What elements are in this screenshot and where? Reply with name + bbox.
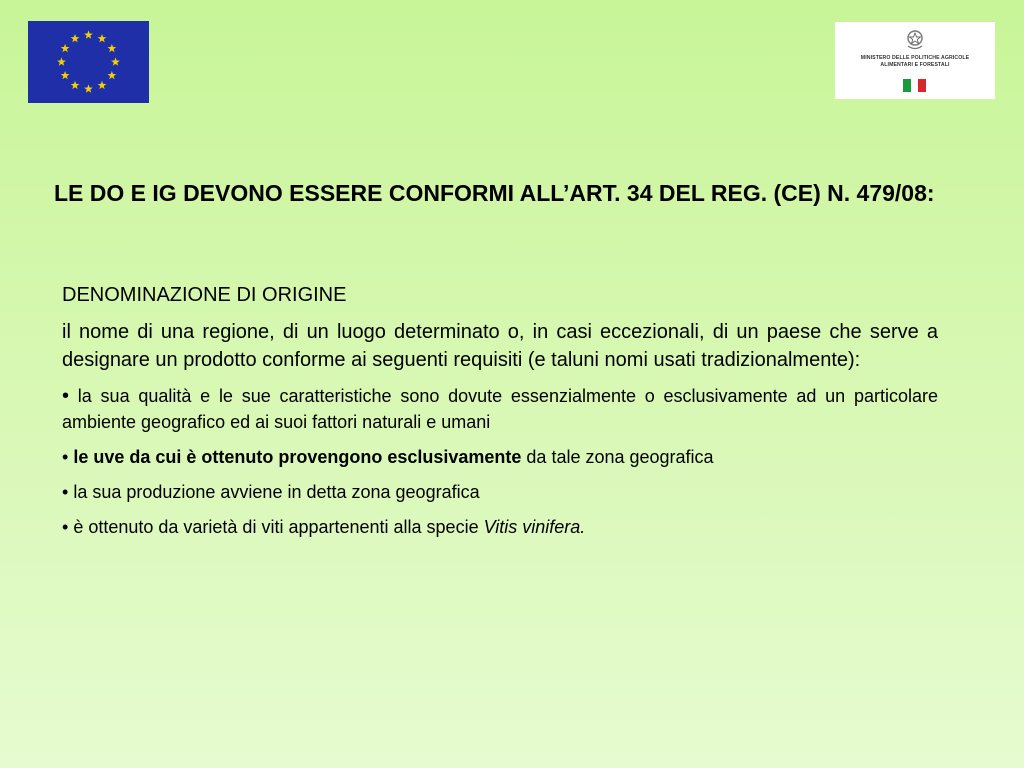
eu-star-icon (57, 57, 66, 65)
eu-star-icon (71, 81, 80, 89)
italian-flag-icon (903, 79, 926, 92)
eu-star-icon (98, 81, 107, 89)
eu-star-icon (84, 30, 93, 38)
content-body (62, 281, 938, 549)
species-name: Vitis vinifera. (483, 517, 586, 537)
eu-flag-logo (28, 21, 149, 103)
section-heading: DENOMINAZIONE DI ORIGINE (62, 284, 347, 306)
eu-star-icon (61, 71, 70, 79)
slide-title: LE DO E IG DEVONO ESSERE CONFORMI ALL’ART. 34 DEL REG. (CE) N. 479/08: (54, 180, 935, 206)
list-item (62, 479, 938, 505)
bullet-icon: • (62, 482, 69, 502)
bullet-text: è ottenuto da varietà di viti appartenenti alla specie (68, 517, 484, 537)
bullet-text: la sua produzione avviene in detta zona geografica (68, 482, 480, 502)
ministry-name-line1: MINISTERO DELLE POLITICHE AGRICOLE (860, 55, 970, 61)
list-item (62, 383, 938, 435)
bullet-icon: • (62, 517, 69, 537)
bullet-bold-text: le uve da cui è ottenuto provengono esclusivamente (68, 447, 522, 467)
list-item (62, 514, 938, 540)
eu-star-icon (98, 34, 107, 42)
bullet-icon: • (62, 447, 69, 467)
ministry-logo (835, 22, 995, 99)
eu-star-icon (108, 44, 117, 52)
requirements-list (62, 383, 938, 540)
definition-text: il nome di una regione, di un luogo determinato o, in casi eccezionali, di un paese che serve a designare un prodotto conforme ai seguenti requisiti (e taluni nomi usati tradizionalmente): (62, 321, 938, 371)
bullet-text: la sua qualità e le sue caratteristiche sono dovute essenzialmente o esclusivamente ad un particolare ambiente geografico ed ai suoi fattori naturali e umani (62, 386, 938, 432)
eu-star-icon (61, 44, 70, 52)
republic-emblem-icon (905, 27, 925, 51)
eu-star-icon (84, 84, 93, 92)
bullet-text: da tale zona geografica (521, 447, 714, 467)
eu-stars-icon (28, 21, 149, 103)
bullet-icon: • (62, 385, 70, 407)
ministry-name-line2: ALIMENTARI E FORESTALI (880, 62, 950, 68)
list-item (62, 444, 938, 470)
eu-star-icon (108, 71, 117, 79)
eu-star-icon (111, 57, 120, 65)
eu-star-icon (71, 34, 80, 42)
